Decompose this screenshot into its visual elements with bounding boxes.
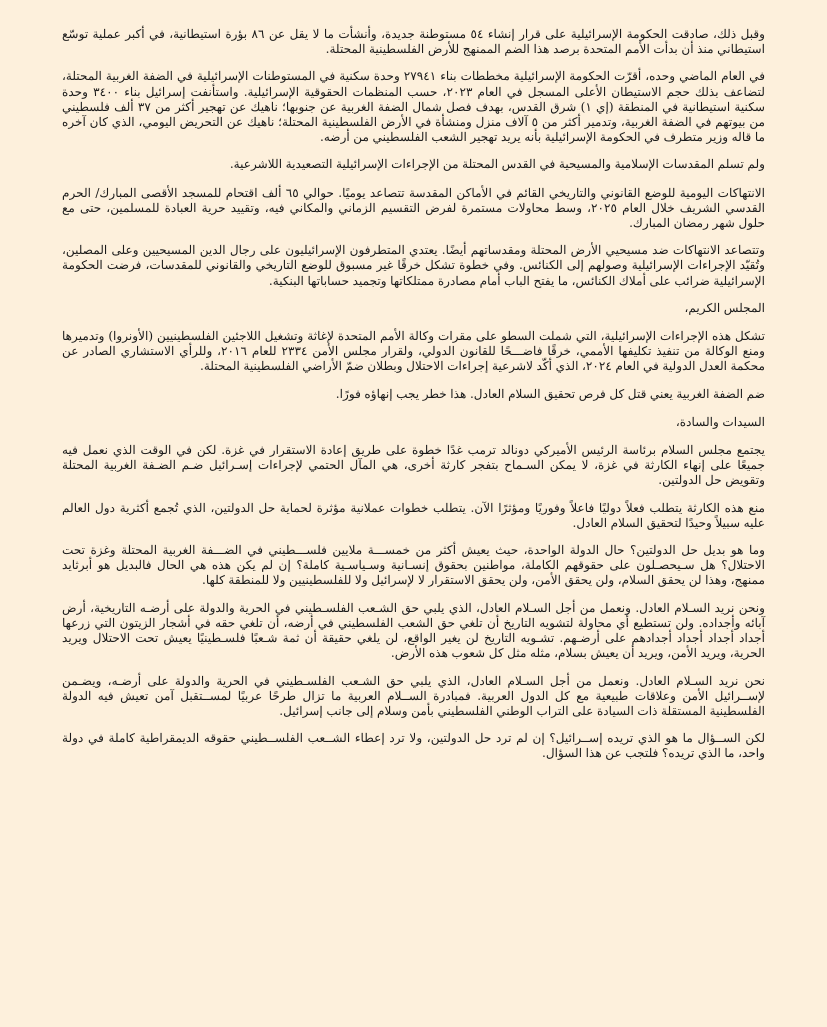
paragraph-annexation-danger: ضم الضفة الغربية يعني قتل كل فرص تحقيق السلام العادل. هذا خطر يجب إنهاؤه فورًا. (335, 386, 765, 401)
paragraph-prevent-catastrophe: منع هذه الكارثة يتطلب فعلاً دوليًا فاعلاً وفوريًا ومؤثرًا الآن. يتطلب خطوات عملانية مؤثرة لحماية حل الدولتين، الذي تُجمع أكثرية دول العالم عليه سبيلاً وحيدًا لتحقيق السلام العادل. (62, 500, 765, 530)
paragraph-ladies-gentlemen: السيدات والسادة، (675, 414, 765, 429)
paragraph-unrwa-law: تشكل هذه الإجراءات الإسرائيلية، التي شملت السطو على مقرات وكالة الأمم المتحدة لإغاثة وتشغيل اللاجئين الفلسطينيين (الأونروا) وتدميرها ومنع الوكالة من تنفيذ تكليفها الأممي، خرقًا فاضـــحًا للقانون الدولي، ولقرار مجلس الأمن ٢٣٣٤ للعام ٢٠١٦، وللرأي الاستشاري الصادر عن محكمة العدل الدولية في العام ٢٠٢٤، الذي أكّد لاشرعية إجراءات الاحتلال وبطلان ضمّ الأراضي الفلسطينية المحتلة. (62, 329, 765, 374)
paragraph-housing-units: في العام الماضي وحده، أقرّت الحكومة الإسرائيلية مخططات بناء ٢٧٩٤١ وحدة سكنية في المستوطنات الإسرائيلية في الضفة الغربية المحتلة، لتضاعف بذلك حجم الاستيطان الأعلى المسجل في العام ٢٠٢٣، حسب المنظمات الحقوقية الإسرائيلية. واستأنفت إسرائيل بناء ٣٤٠٠ وحدة سكنية استيطانية في المنطقة (إي ١) شرق القدس، بهدف فصل شمال الضفة الغربية عن جنوبها؛ ناهيك عن تهجير أكثر من ٣٧ ألف فلسطيني من بيوتهم في الضفة الغربية، وتدمير أكثر من ٥ آلاف منزل ومنشأة في الأرض الفلسطينية المحتلة؛ ناهيك عن التحريض اليومي، الذي كان آخره ما قاله وزير متطرف في الحكومة الإسرائيلية بأنه يريد تهجير الشعب الفلسطيني من أرضه. (62, 69, 766, 145)
paragraph-just-peace-history: ونحن نريد السـلام العادل. ونعمل من أجل السـلام العادل، الذي يلبي حق الشـعب الفلسـطيني في الحرية والدولة على أرضـه التاريخية، أرض آبائه وأجداده. ولن تستطيع أي محاولة لتشويه التاريخ أن تلغي حق الشعب الفلسطيني في أرضه، أن تلغي حقه في أشجار الزيتون التي زرعها أجداد أجداد أجداد أجدادهم على أرضـهم. تشـويه التاريخ لن يغير الواقع، لن يلغي حقيقة أن ثمة شـعبًا فلسـطينيًا يعيش تحت الاحتلال ويريد الحرية، ويريد الأمن، ويريد أن يعيش بسلام، مثله مثل كل شعوب هذه الأرض. (62, 600, 765, 661)
paragraph-settlement-approvals: وقبل ذلك، صادقت الحكومة الإسرائيلية على قرار إنشاء ٥٤ مستوطنة جديدة، وأنشأت ما لا يقل عن ٨٦ بؤرة استيطانية، في أكبر عملية توسّع استيطاني منذ أن بدأت الأمم المتحدة برصد هذا الضم الممنهج للأرض الفلسطينية المحتلة. (62, 27, 765, 57)
paragraph-arab-peace-initiative: نحن نريد السـلام العادل. ونعمل من أجل السـلام العادل، الذي يلبي حق الشـعب الفلسـطيني في الحرية والدولة على أرضـه، ويضـمن لإســرائيل الأمن وعلاقات طبيعية مع كل الدول العربية. فمبادرة الســلام العربية ما تزال طرحًا عربيًا لمســتقبل آمن تعيش فيه الدولة الفلسطينية المستقلة ذات السيادة على التراب الوطني الفلسطيني بأمن وسلام إلى جانب إسرائيل. (62, 673, 765, 718)
paragraph-holy-sites-intro: ولم تسلم المقدسات الإسلامية والمسيحية في القدس المحتلة من الإجراءات الإسرائيلية التصعيدية اللاشرعية. (229, 157, 765, 172)
paragraph-final-question: لكن الســؤال ما هو الذي تريده إســرائيل؟ إن لم ترد حل الدولتين، ولا ترد إعطاء الشــعب الفلســطيني حقوقه الديمقراطية كاملة في دولة واحد، ما الذي تريده؟ فلتجب عن هذا السؤال. (62, 731, 765, 761)
paragraph-council-address: المجلس الكريم، (684, 300, 765, 315)
paragraph-one-state-alternative: وما هو بديل حل الدولتين؟ حال الدولة الواحدة، حيث يعيش أكثر من خمســـة ملايين فلســـطيني في الضـــفة الغربية المحتلة وغزة تحت الاحتلال؟ هل سـيحصـلون على حقوقهم الكاملة، مواطنين بحقوق إنسـانية وسـياسـية كاملة؟ إن لم يكن هذه هي الحال فالبديل هو أبرثايد ممنهج، وهذا لن يحقق السلام، ولن يحقق الأمن، ولن يحقق الاستقرار لا لإسرائيل ولا للفلسطينيين ولا للمنطقة كلها. (62, 543, 765, 588)
paragraph-al-aqsa-violations: الانتهاكات اليومية للوضع القانوني والتاريخي القائم في الأماكن المقدسة تتصاعد يوميًا. حوالي ٦٥ ألف اقتحام للمسجد الأقصى المبارك/ الحرم القدسي الشريف خلال العام ٢٠٢٥، وسط محاولات مستمرة لفرض التقسيم الزماني والمكاني فيه، وتقييد حرية العبادة للمسلمين، حتى مع حلول شهر رمضان المبارك. (62, 185, 765, 231)
paragraph-peace-council: يجتمع مجلس السلام برئاسة الرئيس الأميركي دونالد ترمب غدًا خطوة على طريق إعادة الاستقرار في غزة. لكن في الوقت الذي نعمل فيه جميعًا على إنهاء الكارثة في غزة، لا يمكن السـماح بتفجر كارثة أخرى، هي المآل الحتمي لإجراءات إسـرائيل ضـم الضـفة الغربية المحتلة وتقويض حل الدولتين. (62, 443, 765, 488)
paragraph-christian-violations: وتتصاعد الانتهاكات ضد مسيحيي الأرض المحتلة ومقدساتهم أيضًا. يعتدي المتطرفون الإسرائيليون على رجال الدين المسيحيين وعلى المصلين، وتُقيّد الإجراءات الإسرائيلية وصولهم إلى الكنائس. وفي خطوة تشكل خرقًا غير مسبوق للوضع التاريخي والقانوني للمقدسات، فرضت الحكومة الإسرائيلية ضرائب على أملاك الكنائس، ما يفتح الباب أمام مصادرة ممتلكاتها وتجميد حساباتها البنكية. (62, 243, 765, 288)
